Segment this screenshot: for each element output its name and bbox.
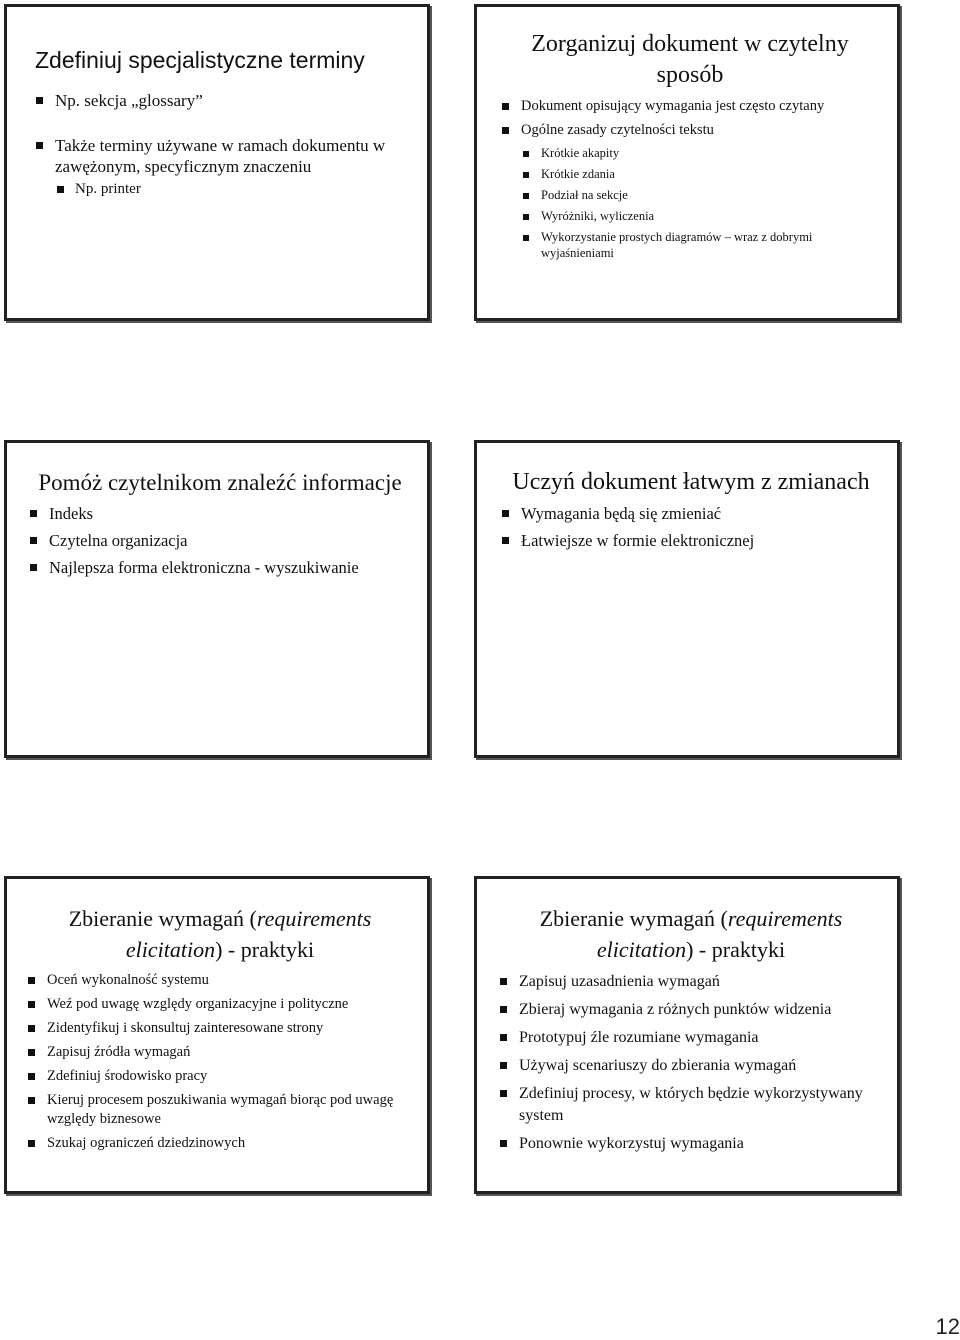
list-item: Zapisuj źródła wymagań (27, 1043, 413, 1062)
bullet-list (501, 97, 879, 261)
list-item: Szukaj ograniczeń dziedzinowych (27, 1134, 413, 1153)
list-item: Np. printer (35, 179, 409, 200)
list-item: Oceń wykonalność systemu (27, 971, 413, 990)
list-item: Kieruj procesem poszukiwania wymagań biorąc pod uwagę względy biznesowe (27, 1091, 413, 1129)
title-text: ) - praktyki (686, 937, 786, 962)
slide-5 (4, 876, 430, 1194)
list-item: Krótkie zdania (501, 166, 879, 182)
slide-title: Pomóż czytelnikom znaleźć informacje (38, 470, 402, 495)
slide-title: Zorganizuj dokument w czytelny sposób (531, 31, 849, 88)
bullet-list (501, 504, 881, 551)
slide-3 (4, 440, 430, 758)
slide-6 (474, 876, 900, 1194)
list-item: Wymagania będą się zmieniać (501, 504, 881, 524)
list-item: Np. sekcja „glossary” (35, 90, 409, 111)
list-item: Indeks (29, 504, 411, 524)
list-item: Także terminy używane w ramach dokumentu w zawężonym, specyficznym znaczeniu (35, 135, 409, 177)
slide-2 (474, 4, 900, 321)
title-text: Zbieranie wymagań ( (68, 906, 257, 931)
page-number: 12 (935, 1314, 960, 1339)
list-item: Prototypuj źle rozumiane wymagania (499, 1027, 883, 1049)
slide-title: Zdefiniuj specjalistyczne terminy (35, 47, 365, 73)
title-text: ) - praktyki (215, 937, 315, 962)
slide-title: Uczyń dokument łatwym z zmianach (512, 469, 870, 495)
list-item: Zdefiniuj środowisko pracy (27, 1067, 413, 1086)
list-item: Ogólne zasady czytelności tekstu (501, 121, 879, 140)
list-item: Weź pod uwagę względy organizacyjne i polityczne (27, 995, 413, 1014)
list-item: Wyróżniki, wyliczenia (501, 208, 879, 224)
list-item: Dokument opisujący wymagania jest często czytany (501, 97, 879, 116)
list-item: Łatwiejsze w formie elektronicznej (501, 531, 881, 551)
bullet-list (27, 971, 413, 1153)
slide-1 (4, 4, 430, 321)
slide-4 (474, 440, 900, 758)
list-item: Zdefiniuj procesy, w których będzie wykorzystywany system (499, 1083, 883, 1127)
slide-title (27, 903, 413, 965)
list-item: Krótkie akapity (501, 145, 879, 161)
list-item: Zapisuj uzasadnienia wymagań (499, 971, 883, 993)
list-item: Zbieraj wymagania z różnych punktów widzenia (499, 999, 883, 1021)
list-item: Używaj scenariuszy do zbierania wymagań (499, 1055, 883, 1077)
list-item: Czytelna organizacja (29, 531, 411, 551)
list-item: Ponownie wykorzystuj wymagania (499, 1133, 883, 1155)
title-text: Zbieranie wymagań ( (539, 906, 728, 931)
title-italic-term: requirements elicitation (125, 906, 372, 962)
list-item: Wykorzystanie prostych diagramów – wraz z dobrymi wyjaśnieniami (501, 229, 879, 261)
list-item: Zidentyfikuj i skonsultuj zainteresowane strony (27, 1019, 413, 1038)
list-item: Podział na sekcje (501, 187, 879, 203)
bullet-list (499, 971, 883, 1155)
bullet-list (29, 504, 411, 578)
list-item: Najlepsza forma elektroniczna - wyszukiwanie (29, 558, 411, 578)
title-italic-term: requirements elicitation (596, 906, 843, 962)
slide-title (499, 903, 883, 965)
bullet-list (35, 90, 409, 200)
